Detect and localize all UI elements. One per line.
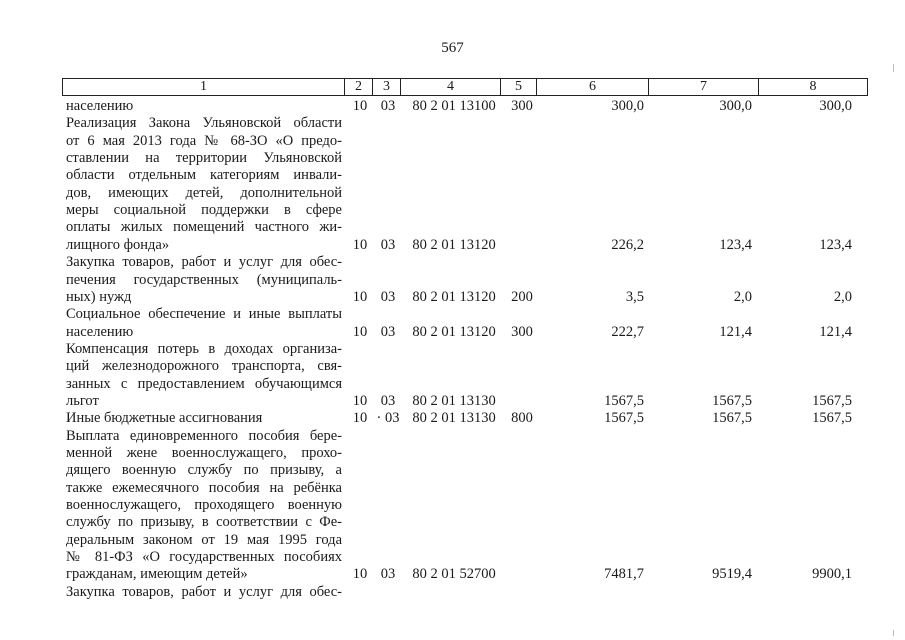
header-col-3: 3 (373, 79, 401, 95)
header-col-7: 7 (649, 79, 759, 95)
table-row (0, 167, 905, 184)
table-row (0, 272, 905, 289)
expense-type-code: 300 (511, 323, 533, 340)
amount-col-8: 300,0 (819, 98, 852, 114)
table-row (0, 428, 905, 445)
table-row (0, 202, 905, 219)
target-article-code: 80 2 01 13120 (412, 288, 496, 305)
row-description: службу по призыву, в соответствии с Фе- (66, 514, 342, 531)
scan-mark (893, 64, 894, 72)
header-col-2: 2 (345, 79, 373, 95)
row-description: ных) нужд (66, 288, 132, 305)
table-row (0, 324, 905, 341)
row-description: от 6 мая 2013 года № 68-ЗО «О предо- (66, 132, 342, 149)
section-code: 10 (352, 323, 368, 340)
row-description: меры социальной поддержки в сфере (66, 202, 342, 219)
row-description: занных с предоставлением обучающимся (66, 375, 342, 392)
amount-col-8: 9900,1 (812, 566, 852, 583)
row-description: гражданам, имеющим детей» (66, 566, 248, 583)
page-number: 567 (441, 40, 464, 56)
row-description: Компенсация потерь в доходах организа- (66, 340, 342, 357)
table-row (0, 445, 905, 462)
row-description: области отдельным категориям инвали- (66, 167, 342, 184)
row-description: дов, имеющих детей, дополнительной (66, 184, 342, 201)
target-article-code: 80 2 01 13130 (412, 410, 496, 427)
amount-col-6: 226,2 (611, 236, 644, 253)
amount-col-7: 300,0 (719, 98, 752, 114)
row-description: оплаты жилых помещений частного жи- (66, 219, 342, 236)
header-col-4: 4 (401, 79, 501, 95)
row-description: печения государственных (муниципаль- (66, 271, 342, 288)
row-description: деральным законом от 19 мая 1995 года (66, 531, 342, 548)
target-article-code: 80 2 01 13120 (412, 323, 496, 340)
table-row (0, 514, 905, 531)
amount-col-7: 2,0 (733, 288, 752, 305)
expense-type-code: 200 (511, 288, 533, 305)
row-description: Закупка товаров, работ и услуг для обес- (66, 583, 342, 600)
amount-col-7: 121,4 (719, 323, 752, 340)
subsection-code: 03 (380, 98, 396, 114)
table-row (0, 532, 905, 549)
amount-col-6: 1567,5 (604, 392, 644, 409)
table-row (0, 410, 905, 427)
row-description: № 81-ФЗ «О государственных пособиях (66, 549, 342, 566)
amount-col-6: 1567,5 (604, 410, 644, 427)
row-description: населению (66, 323, 134, 340)
amount-col-7: 1567,5 (712, 392, 752, 409)
amount-col-8: 2,0 (833, 288, 852, 305)
header-col-6: 6 (537, 79, 649, 95)
row-description: дящего военную службу по призыву, а (66, 462, 342, 479)
amount-col-6: 3,5 (625, 288, 644, 305)
section-code: 10 (352, 410, 368, 427)
table-row (0, 584, 905, 601)
target-article-code: 80 2 01 52700 (412, 566, 496, 583)
table-row (0, 462, 905, 479)
header-col-8: 8 (809, 79, 817, 94)
section-code: 10 (352, 392, 368, 409)
row-description: Закупка товаров, работ и услуг для обес- (66, 254, 342, 271)
row-description: Реализация Закона Ульяновской области (66, 115, 342, 132)
amount-col-6: 222,7 (611, 323, 644, 340)
row-description: менной жене военнослужащего, прохо- (66, 445, 342, 461)
row-description: Иные бюджетные ассигнования (66, 410, 263, 427)
table-row (0, 133, 905, 150)
section-code: 10 (352, 236, 368, 253)
section-code: 10 (352, 288, 368, 305)
row-description: ций железнодорожного транспорта, свя- (66, 358, 342, 375)
subsection-code: · 03 (376, 410, 400, 427)
subsection-code: 03 (380, 566, 396, 583)
section-code: 10 (352, 566, 368, 583)
expense-type-code: 300 (511, 98, 533, 114)
row-description: льгот (66, 392, 99, 409)
amount-col-6: 7481,7 (604, 566, 644, 583)
table-row (0, 237, 905, 254)
table-header (62, 78, 868, 96)
target-article-code: 80 2 01 13120 (412, 236, 496, 253)
row-description: военнослужащего, проходящего военную (66, 497, 342, 514)
amount-col-6: 300,0 (611, 98, 644, 114)
row-description: Выплата единовременного пособия бере- (66, 427, 342, 444)
header-col-1: 1 (63, 79, 345, 95)
table-row (0, 115, 905, 132)
amount-col-7: 1567,5 (712, 410, 752, 427)
amount-col-7: 9519,4 (712, 566, 752, 583)
header-col-5: 5 (501, 79, 537, 95)
target-article-code: 80 2 01 13100 (412, 98, 496, 114)
subsection-code: 03 (380, 392, 396, 409)
table-row (0, 549, 905, 566)
table-row (0, 289, 905, 306)
row-description: ставлении на территории Ульяновской (66, 150, 342, 167)
table-row (0, 98, 905, 115)
amount-col-8: 1567,5 (812, 410, 852, 427)
subsection-code: 03 (380, 236, 396, 253)
table-row (0, 393, 905, 410)
expense-type-code: 800 (511, 410, 533, 427)
row-description: также ежемесячного пособия на ребёнка (66, 479, 342, 496)
amount-col-7: 123,4 (719, 236, 752, 253)
table-row (0, 358, 905, 375)
table-row (0, 254, 905, 271)
row-description: лищного фонда» (66, 236, 170, 253)
table-row (0, 566, 905, 583)
row-description: Социальное обеспечение и иные выплаты (66, 306, 342, 323)
table-row (0, 219, 905, 236)
table-row (0, 480, 905, 497)
row-description: населению (66, 98, 134, 114)
target-article-code: 80 2 01 13130 (412, 392, 496, 409)
table-row (0, 341, 905, 358)
amount-col-8: 123,4 (819, 236, 852, 253)
table-row (0, 376, 905, 393)
table-row (0, 185, 905, 202)
section-code: 10 (352, 98, 368, 114)
table-row (0, 497, 905, 514)
subsection-code: 03 (380, 323, 396, 340)
amount-col-8: 1567,5 (812, 392, 852, 409)
amount-col-8: 121,4 (819, 323, 852, 340)
table-row (0, 306, 905, 323)
scan-mark (893, 630, 894, 636)
table-row (0, 150, 905, 167)
subsection-code: 03 (380, 288, 396, 305)
